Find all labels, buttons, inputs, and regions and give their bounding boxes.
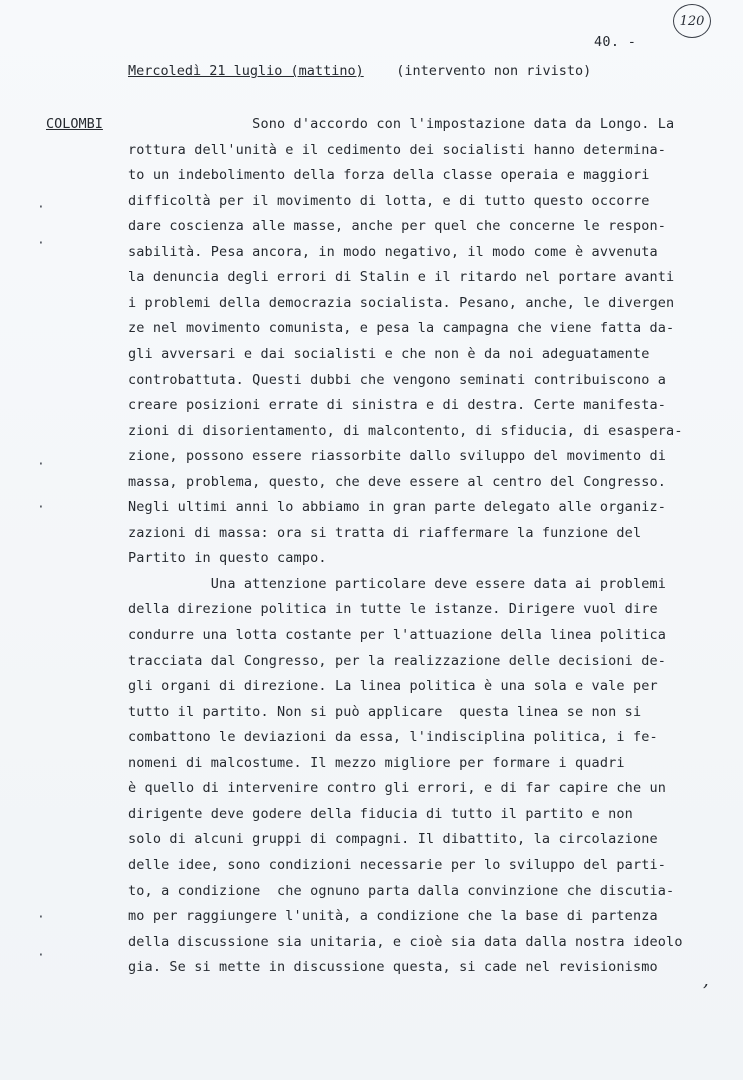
speaker-name: COLOMBI — [46, 116, 103, 132]
text-line: sabilità. Pesa ancora, in modo negativo, il modo come è avvenuta — [128, 243, 658, 260]
text-line: la denuncia degli errori di Stalin e il ritardo nel portare avanti — [128, 269, 675, 286]
text-line: difficoltà per il movimento di lotta, e di tutto questo occorre — [128, 192, 650, 209]
margin-mark: · — [37, 236, 45, 251]
text-line: i problemi della democrazia socialista. Pesano, anche, le divergen — [128, 294, 675, 311]
text-line: to un indebolimento della forza della classe operaia e maggiori — [128, 167, 650, 184]
margin-mark: · — [37, 457, 45, 472]
handwritten-comma: , — [703, 970, 709, 991]
text-line: è quello di intervenire contro gli errori, e di far capire che un — [128, 780, 667, 797]
archive-stamp-number: 120 — [679, 13, 705, 29]
text-line: della discussione sia unitaria, e cioè sia data dalla nostra ideolo — [128, 933, 683, 950]
text-line: controbattuta. Questi dubbi che vengono seminati contribuiscono a — [128, 371, 667, 388]
margin-mark: · — [37, 500, 45, 515]
archive-stamp — [673, 4, 711, 38]
text-line: solo di alcuni gruppi di compagni. Il dibattito, la circolazione — [128, 831, 658, 848]
session-header — [128, 63, 591, 79]
session-note: (intervento non rivisto) — [396, 63, 592, 79]
text-line: Partito in questo campo. — [128, 550, 327, 567]
text-line: ze nel movimento comunista, e pesa la campagna che viene fatta da- — [128, 320, 675, 337]
text-line: Negli ultimi anni lo abbiamo in gran parte delegato alle organiz- — [128, 499, 667, 516]
text-line: creare posizioni errate di sinistra e di destra. Certe manifesta- — [128, 397, 667, 414]
margin-mark: · — [37, 200, 45, 215]
text-line: Sono d'accordo con l'impostazione data da Longo. La — [128, 116, 675, 132]
margin-mark: · — [37, 910, 45, 925]
text-line: zazioni di massa: ora si tratta di riaffermare la funzione del — [128, 524, 642, 541]
text-line: delle idee, sono condizioni necessarie per lo sviluppo del parti- — [128, 856, 667, 873]
text-line: Una attenzione particolare deve essere data ai problemi — [128, 575, 667, 592]
text-line: combattono le deviazioni da essa, l'indisciplina politica, i fe- — [128, 729, 658, 746]
margin-mark: · — [37, 948, 45, 963]
text-line: to, a condizione che ognuno parta dalla convinzione che discutia- — [128, 882, 675, 899]
text-line: rottura dell'unità e il cedimento dei socialisti hanno determina- — [128, 141, 667, 158]
text-line: tutto il partito. Non si può applicare questa linea se non si — [128, 703, 642, 720]
text-line: mo per raggiungere l'unità, a condizione che la base di partenza — [128, 908, 658, 925]
text-line: gli organi di direzione. La linea politica è una sola e vale per — [128, 678, 658, 695]
text-line: della direzione politica in tutte le istanze. Dirigere vuol dire — [128, 601, 658, 618]
text-line: dirigente deve godere della fiducia di tutto il partito e non — [128, 805, 633, 822]
text-line: gli avversari e dai socialisti e che non è da noi adeguatamente — [128, 345, 650, 362]
text-line: zione, possono essere riassorbite dallo sviluppo del movimento di — [128, 448, 667, 465]
text-line: dare coscienza alle masse, anche per quel che concerne le respon- — [128, 218, 667, 235]
text-line: massa, problema, questo, che deve essere al centro del Congresso. — [128, 473, 667, 490]
text-line: zioni di disorientamento, di malcontento, di sfiducia, di esaspera- — [128, 422, 683, 439]
text-line: tracciata dal Congresso, per la realizzazione delle decisioni de- — [128, 652, 667, 669]
session-date: Mercoledì 21 luglio (mattino) — [128, 63, 364, 79]
text-line: condurre una lotta costante per l'attuazione della linea politica — [128, 627, 667, 643]
page-number: 40. - — [594, 34, 637, 50]
text-line: gia. Se si mette in discussione questa, si cade nel revisionismo — [128, 959, 658, 976]
text-line: nomeni di malcostume. Il mezzo migliore per formare i quadri — [128, 754, 625, 771]
